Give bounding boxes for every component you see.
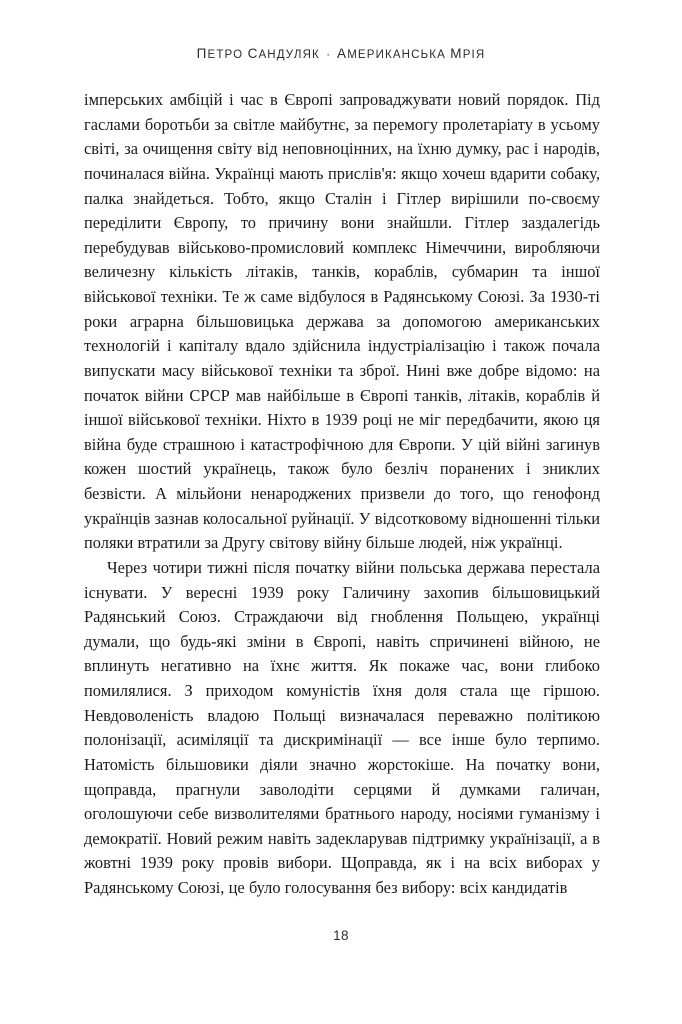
paragraph-1: імперських амбіцій і час в Європі запроваджувати новий порядок. Під гаслами боротьби за світле майбутнє, за перемогу пролетаріату в усьому світі, за очищення світу від неповноцінних, на їхню думку, рас і народів, починалася війна. Українці мають прислів'я: якщо хочеш вдарити собаку, палка знайдеться. Тобто, якщо Сталін і Гітлер вирішили по-своєму переділити Європу, то причину вони знайшли. Гітлер заздалегідь перебудував військово-промисловий комплекс Німеччини, виробляючи величезну кількість літаків, танків, кораблів, субмарин та іншої військової техніки. Те ж саме відбулося в Радянському Союзі. За 1930-ті роки аграрна більшовицька держава за допомогою американських технологій і капіталу вдало здійснила індустріалізацію і також почала випускати масу військової техніки та зброї. Нині вже добре відомо: на початок війни СРСР мав найбільше в Європі танків, літаків, кораблів й іншої військової техніки. Ніхто в 1939 році не міг передбачити, якою ця війна буде страшною і катастрофічною для Європи. У цій війні загинув кожен шостий українець, також було безліч поранених і зниклих безвісти. А мільйони ненароджених призвели до того, що генофонд українців зазнав колосальної руйнації. У відсотковому відношенні тільки поляки втратили за Другу світову війну більше людей, ніж українці.	[84, 90, 600, 553]
running-head	[0, 46, 682, 61]
paragraph-2: Через чотири тижні після початку війни польська держава перестала існувати. У вересні 1939 року Галичину захопив більшовицький Радянський Союз. Страждаючи від гноблення Польщею, українці думали, що будь-які зміни в Європі, навіть спричинені війною, не вплинуть негативно на їхнє життя. Як покаже час, вони глибоко помилялися. З приходом комуністів їхня доля стала ще гіршою. Невдоволеність владою Польщі визначалася переважно політикою полонізації, асиміляції та дискримінації — все інше було терпимо. Натомість більшовики діяли значно жорстокіше. На початку вони, щоправда, прагнули заволодіти серцями й думками галичан, оголошуючи себе визволителями братнього народу, носіями гуманізму і демократії. Новий режим навіть задекларував підтримку українізації, а в жовтні 1939 року провів вибори. Щоправда, як і на всіх виборах у Радянському Союзі, це було голосування без вибору: всіх кандидатів	[84, 557, 600, 897]
page-number	[0, 928, 682, 943]
body-text-block	[84, 88, 600, 901]
running-head-text: ПЕТРО САНДУЛЯК · АМЕРИКАНСЬКА МРІЯ	[196, 46, 486, 61]
page-number-text: 18	[333, 928, 349, 943]
